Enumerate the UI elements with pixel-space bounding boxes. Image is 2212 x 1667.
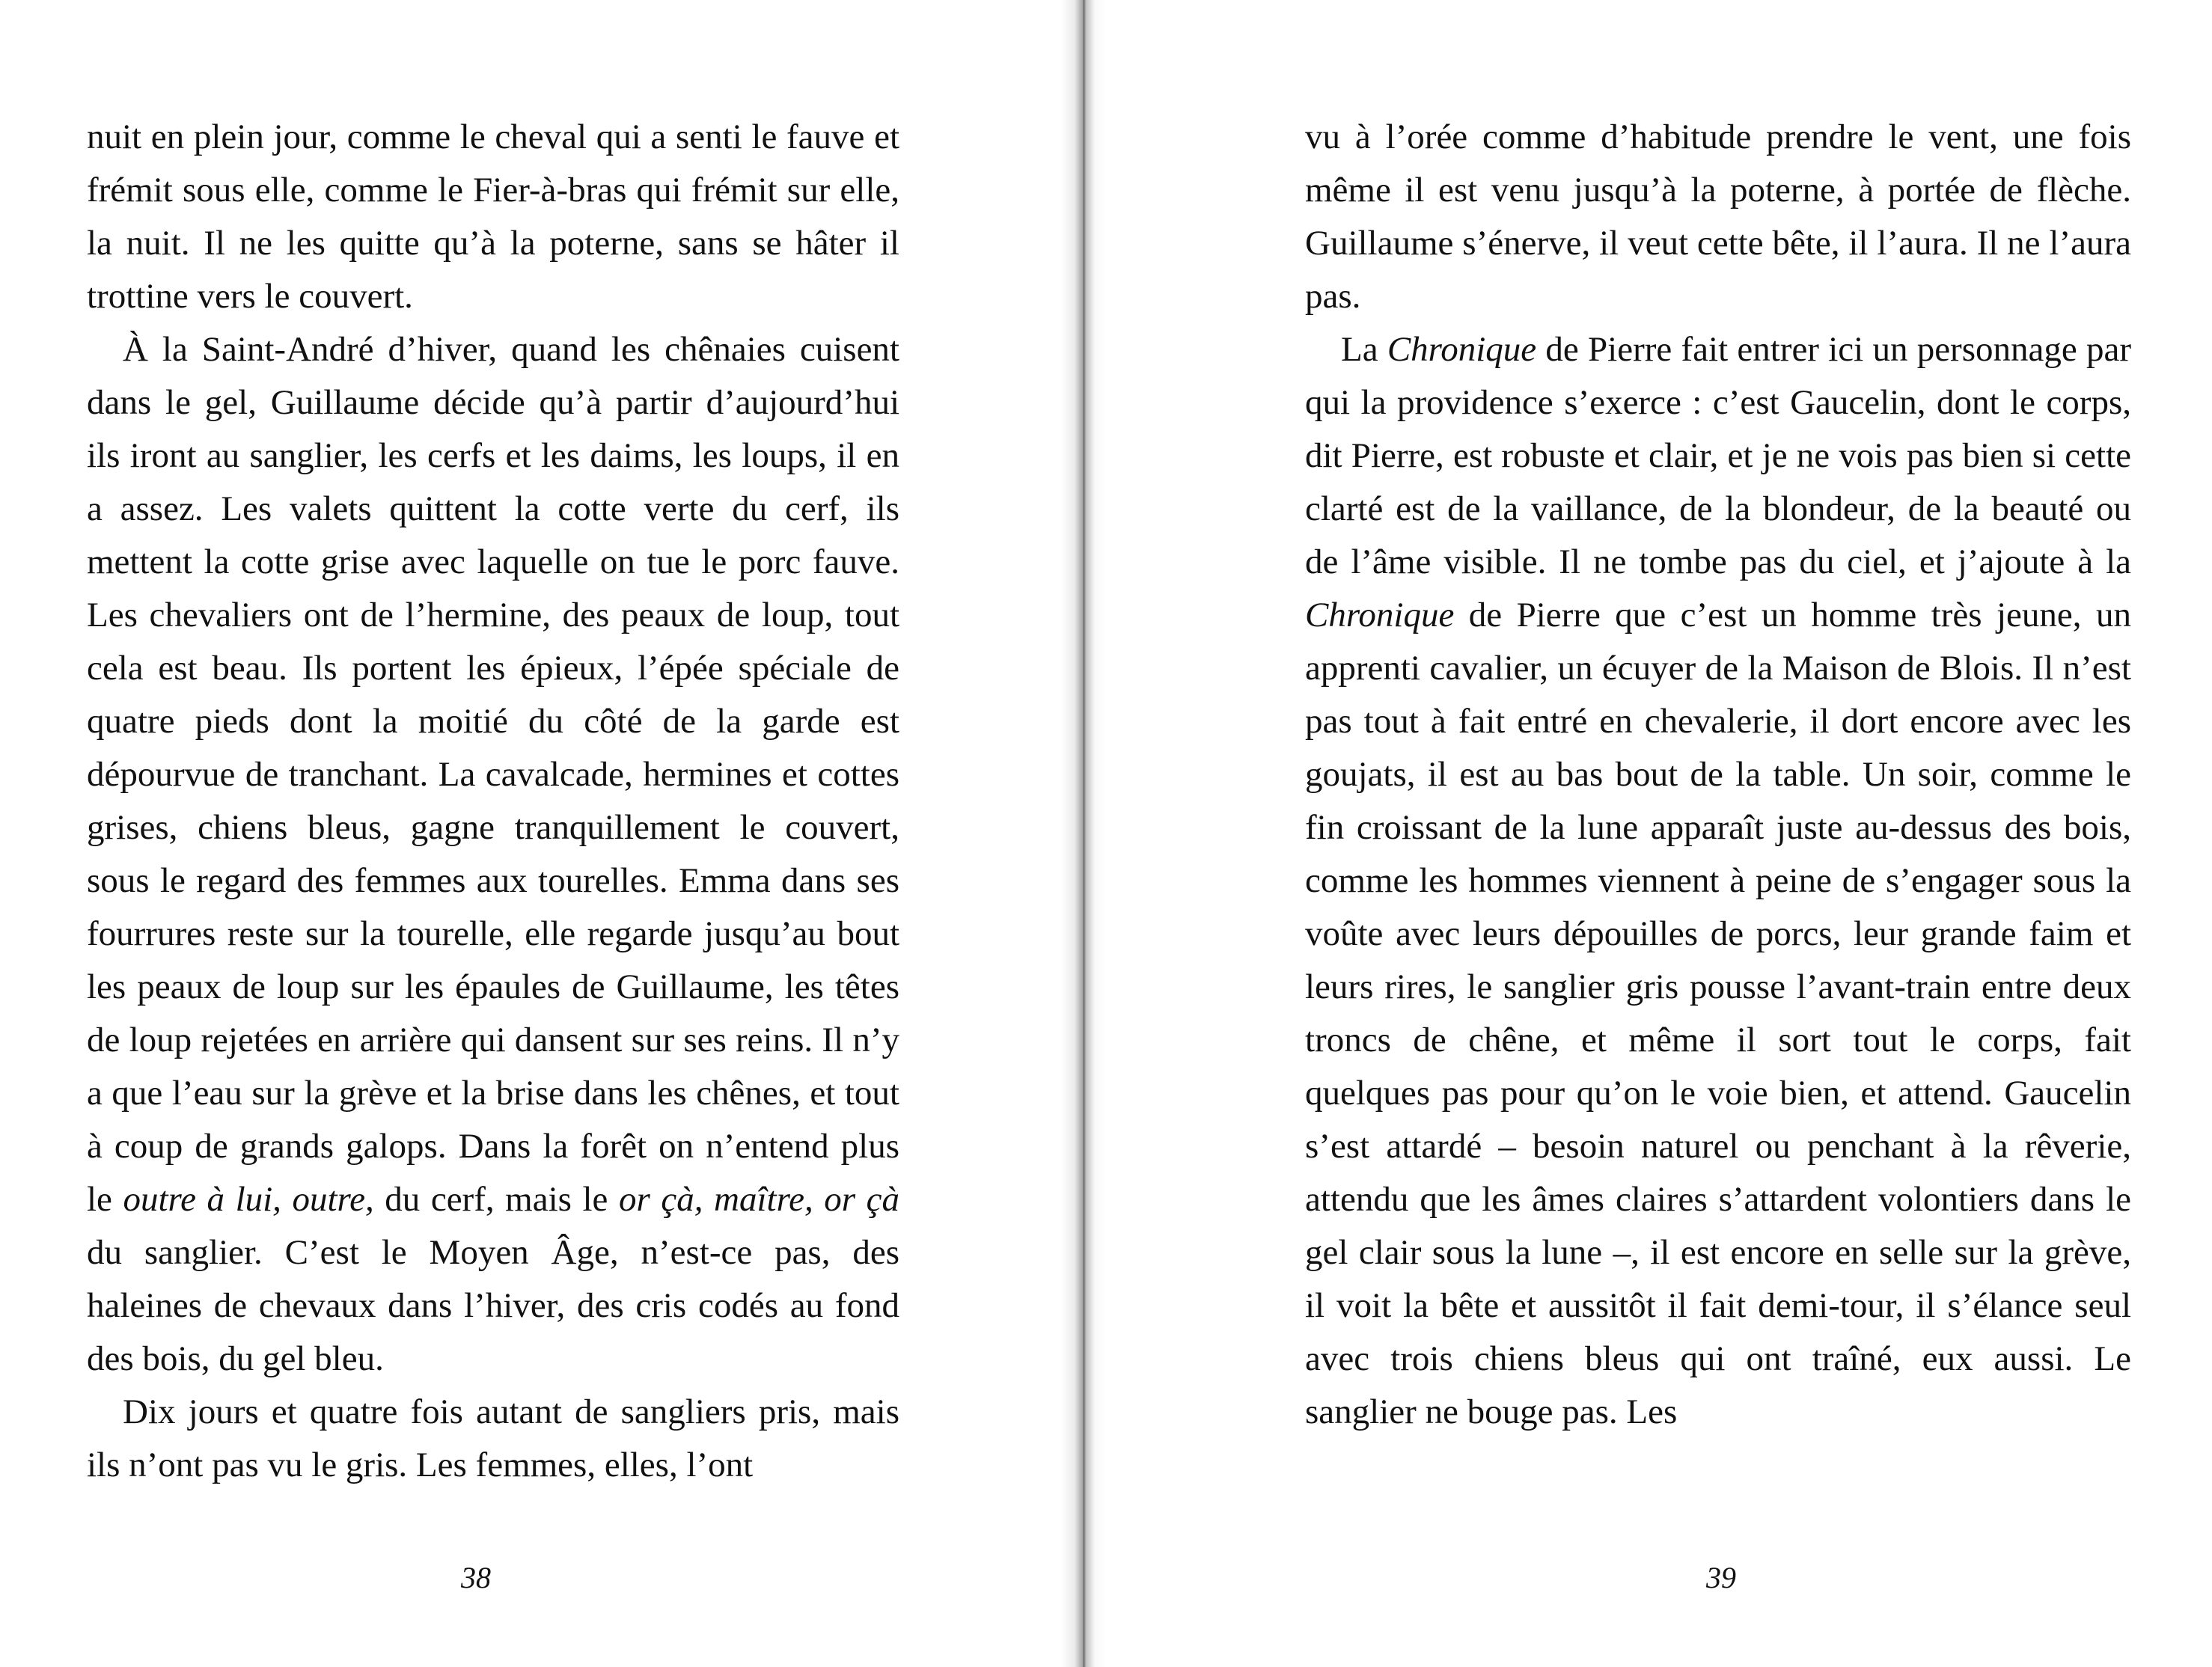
right-page-text	[1305, 111, 2131, 1439]
page-number: 38	[461, 1561, 491, 1594]
paragraph	[1305, 323, 2131, 1439]
paragraph-text: À la Saint-André d’hiver, quand les chênaies cuisent dans le gel, Guillaume décide qu’à partir d’aujourd’hui ils iront au sanglier, les cerfs et les daims, les loups, il en a assez. Les valets quittent la cotte verte du cerf, ils mettent la cotte grise avec laquelle on tue le porc fauve. Les chevaliers ont de l’hermine, des peaux de loup, tout cela est beau. Ils portent les épieux, l’épée spéciale de quatre pieds dont la moitié du côté de la garde est dépourvue de tranchant. La cavalcade, hermines et cottes grises, chiens bleus, gagne tranquillement le couvert, sous le regard des femmes aux tourelles. Emma dans ses fourrures reste sur la tourelle, elle regarde jusqu’au bout les peaux de loup sur les épaules de Guillaume, les têtes de loup rejetées en arrière qui dansent sur ses reins. Il n’y a que l’eau sur la grève et la brise dans les chênes, et tout à coup de grands galops. Dans la forêt on n’entend plus le	[87, 330, 899, 1219]
page-number: 39	[1706, 1561, 1736, 1594]
italic-title: Chronique	[1305, 596, 1455, 634]
paragraph-text: du cerf, mais le	[373, 1180, 619, 1219]
paragraph: vu à l’orée comme d’habitude prendre le vent, une fois même il est venu jusqu’à la poterne, à portée de flèche. Guillaume s’énerve, il veut cette bête, il l’aura. Il ne l’aura pas.	[1305, 117, 2131, 316]
paragraph-text: de Pierre que c’est un homme très jeune, un apprenti cavalier, un écuyer de la Maison de Blois. Il n’est pas tout à fait entré en chevalerie, il dort encore avec les goujats, il est au bas bout de la table. Un soir, comme le fin croissant de la lune apparaît juste au-dessus des bois, comme les hommes viennent à peine de s’engager sous la voûte avec leurs dépouilles de porcs, leur grande faim et leurs rires, le sanglier gris pousse l’avant-train entre deux troncs de chêne, et même il sort tout le corps, fait quelques pas pour qu’on le voie bien, et attend. Gaucelin s’est attardé – besoin naturel ou penchant à la rêverie, attendu que les âmes claires s’attardent volontiers dans le gel clair sous la lune –, il est encore en selle sur la grève, il voit la bête et aussitôt il fait demi-tour, il s’élance seul avec trois chiens bleus qui ont traîné, eux aussi. Le sanglier ne bouge pas. Les	[1305, 596, 2131, 1431]
paragraph-text: de Pierre fait entrer ici un personnage par qui la providence s’exerce : c’est Gaucelin, dont le corps, dit Pierre, est robuste et clair, et je ne vois pas bien si cette clarté est de la vaillance, de la blondeur, de la beauté ou de l’âme visible. Il ne tombe pas du ciel, et j’ajoute à la	[1305, 330, 2131, 581]
italic-phrase: or çà, maître, or çà	[618, 1180, 899, 1219]
italic-title: Chronique	[1387, 330, 1537, 369]
paragraph: nuit en plein jour, comme le cheval qui a senti le fauve et frémit sous elle, comme le Fier-à-bras qui frémit sur elle, la nuit. Il ne les quitte qu’à la poterne, sans se hâter il trottine vers le couvert.	[87, 117, 899, 316]
paragraph-text: La	[1341, 330, 1387, 369]
italic-phrase: outre à lui, outre,	[123, 1180, 374, 1219]
paragraph: Dix jours et quatre fois autant de sangliers pris, mais ils n’ont pas vu le gris. Les femmes, elles, l’ont	[87, 1392, 899, 1484]
book-gutter	[1061, 0, 1106, 1667]
paragraph	[87, 323, 899, 1386]
left-page	[0, 0, 1061, 1667]
left-page-text	[87, 111, 899, 1492]
right-page	[1106, 0, 2212, 1667]
paragraph-text: du sanglier. C’est le Moyen Âge, n’est-ce pas, des haleines de chevaux dans l’hiver, des cris codés au fond des bois, du gel bleu.	[87, 1233, 899, 1378]
